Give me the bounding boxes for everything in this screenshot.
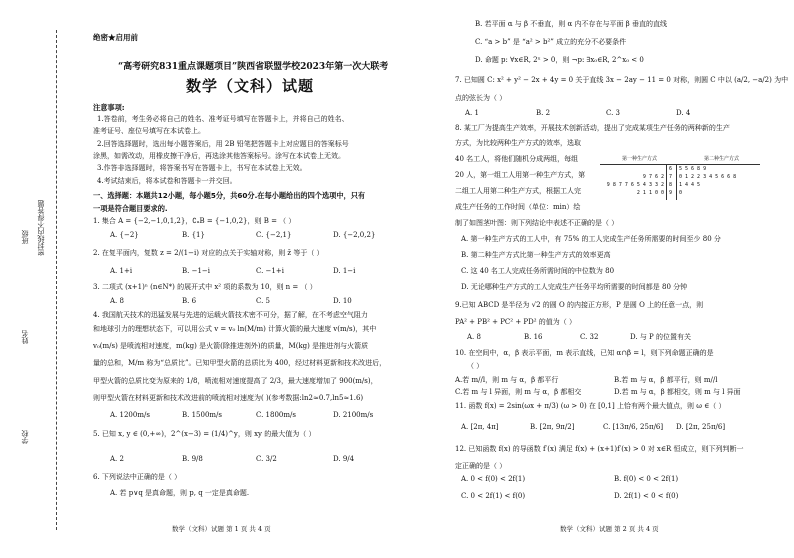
q6-option-c: C. “a > b” 是 “a² > b²” 成立的充分不必要条件: [475, 38, 627, 46]
stem-right-leaves: 5 5 6 8 9: [679, 166, 707, 172]
q12-option-d: D. 2f(1) < 0 < f(0): [614, 492, 679, 500]
footer-left: 数学（文科）试题 第 1 页 共 4 页: [172, 525, 271, 533]
q4-option-a: A. 1200m/s: [110, 411, 150, 419]
question-8-line: 40 名工人，将他们随机分成两组，每组: [455, 155, 579, 163]
q11-option-c: C. [13π/6, 25π/6]: [603, 423, 664, 431]
secret-mark: 绝密★启用前: [93, 33, 138, 42]
q5-option-c: C. 3/2: [256, 455, 277, 463]
stem-leaf-plot: [600, 157, 760, 201]
stem-left-leaves: 2 1 1 0 0: [636, 190, 664, 196]
q1-option-d: D. {−2,0,2}: [333, 231, 376, 239]
section-one-line2: 一项是符合题目要求的.: [93, 204, 168, 213]
question-4-line: 4. 我国航天技术的迅猛发展与先进的运载火箭技术密不可分，据了解，在不考虑空气阻力: [93, 311, 368, 319]
stem-value: 6: [669, 166, 673, 172]
question-8-line: 8. 某工厂为提高生产效率，开展技术创新活动，提出了完成某项生产任务的两种新的生产: [455, 124, 730, 132]
q7-option-d: D. 4: [676, 109, 691, 117]
q12-option-c: C. 0 < 2f(1) < f(0): [461, 492, 526, 500]
notes-heading: 注意事项:: [93, 103, 125, 112]
q2-option-b: B. −1−i: [182, 267, 211, 275]
question-3: 3. 二项式 (x+1)ⁿ (n∈N*) 的展开式中 x² 项的系数为 10，则 n = （ ）: [93, 283, 317, 291]
q8-option-d: D. 无论哪种生产方式的工人完成生产任务平均所需要的时间都是 80 分钟: [461, 283, 688, 291]
note-line: 1.答卷前，考生务必将自己的姓名、准考证号填写在答题卡上，并将自己的姓名、: [97, 115, 349, 123]
q10-option-b: B.若 m 与 α，β 都平行，则 m//l: [614, 376, 718, 384]
q6-option-b: B. 若平面 α 与 β 不垂直，则 α 内不存在与平面 β 垂直的直线: [475, 20, 667, 28]
section-one-line1: 一、选择题：本题共12小题，每小题5分，共60分.在每小题给出的四个选项中，只有: [93, 191, 366, 200]
note-line: 准考证号、座位号填写在本试卷上。: [93, 127, 205, 135]
q10-option-c: C.若 m 与 l 异面，则 m 与 α，β 都相交: [455, 388, 582, 396]
q9-option-a: A. 8: [467, 333, 481, 341]
school-label: 学校: [21, 430, 29, 444]
q3-option-b: B. 6: [182, 297, 197, 305]
q7-option-c: C. 3: [606, 109, 621, 117]
question-9: 9.已知 ABCD 是半径为 √2 的圆 O 的内接正方形，P 是圆 O 上的任意一点，则: [455, 301, 704, 309]
question-6: 6. 下列说法中正确的是（ ）: [93, 473, 182, 481]
q11-option-a: A. [2π, 4π]: [461, 423, 499, 431]
q7-option-a: A. 1: [465, 109, 479, 117]
q11-option-d: D. [2π, 25π/6]: [676, 423, 726, 431]
q9-option-c: C. 32: [580, 333, 599, 341]
q12-option-a: A. 0 < f(0) < 2f(1): [461, 475, 526, 483]
seal-note: 密封线内不得答题: [37, 200, 45, 256]
exam-title: “高考研究831重点课题项目”陕西省联盟学校2023年第一次大联考: [118, 62, 389, 72]
question-7: 7. 已知圆 C: x² + y² − 2x + 4y = 0 关于直线 3x − 2ay − 11 = 0 对称，则圆 C 中以 (a/2, −a/2) 为中: [455, 76, 789, 84]
stem-right-header: 第二种生产方式: [704, 156, 740, 162]
question-4-line: 量的总和，M/m 称为“总质比”。已知甲型火箭的总质比为 400，经过材料更新和技术改进后，: [93, 359, 387, 367]
q2-option-a: A. 1+i: [110, 267, 133, 275]
stem-left-header: 第一种生产方式: [622, 156, 658, 162]
stem-right-leaves: 0 1 2 2 3 4 5 6 6 8: [679, 174, 737, 180]
q8-option-c: C. 这 40 名工人完成任务所需时间的中位数为 80: [461, 267, 615, 275]
question-2: 2. 在复平面内，复数 z = 2/(1−i) 对应的点关于实轴对称，则 z̄ 等于（ ）: [93, 249, 324, 257]
q4-option-d: D. 2100m/s: [333, 411, 374, 419]
q1-option-b: B. {1}: [182, 231, 205, 239]
question-11: 11. 函数 f(x) = 2sin(ωx + π/3) (ω > 0) 在 [0,1] 上恰有两个最大值点，则 ω ∈（ ）: [455, 402, 726, 410]
footer-right: 数学（文科）试题 第 2 页 共 4 页: [560, 525, 659, 533]
question-5: 5. 已知 x, y ∈ (0,+∞)，2^(x−3) = (1/4)^y，则 xy 的最大值为（ ）: [93, 430, 316, 438]
q10-option-a: A.若 m//l，则 m 与 α，β 都平行: [455, 376, 559, 384]
question-10: 10. 在空间中，α，β 表示平面，m 表示直线，已知 α∩β = l，则下列命题正确的是: [455, 349, 714, 357]
q11-option-b: B. [2π, 9π/2]: [530, 423, 575, 431]
stem-left-leaves: 9 7 6 2: [642, 174, 664, 180]
q6-option-a: A. 若 p∨q 是真命题，则 p, q 一定是真命题.: [110, 489, 250, 497]
question-4-line: 则甲型火箭在材料更新和技术改进前的喷流相对速度为( )(参考数据:ln2≈0.7,ln5≈1.6): [93, 394, 364, 402]
question-8-line: 方式，为比较两种生产方式的效率，选取: [455, 139, 581, 147]
q10-option-d: D.若 m 与 α，β 都相交，则 m 与 l 异面: [614, 388, 741, 396]
question-8-line: 二组工人用第二种生产方式，根据工人完: [455, 187, 581, 195]
stem-right-leaves: 1 4 4 5: [679, 182, 701, 188]
question-9-line2: PA² + PB² + PC² + PD² 的值为（ ）: [455, 318, 576, 326]
q12-option-b: B. f(0) < 0 < 2f(1): [614, 475, 679, 483]
question-8-line: 成生产任务的工作时间（单位：min）绘: [455, 203, 581, 211]
question-12: 12. 已知函数 f(x) 的导函数 f′(x) 满足 f(x) + (x+1)f′(x) > 0 对 x∈R 恒成立，则下列判断一: [455, 445, 744, 453]
question-1: 1. 集合 A = {−2,−1,0,1,2}，∁ₐB = {−1,0,2}，则 B = （ ）: [93, 217, 296, 225]
q2-option-d: D. 1−i: [333, 267, 356, 275]
question-4-line: v₀(m/s) 是喷流相对速度，m(kg) 是火箭(除推进剂外)的质量，M(kg) 是推进剂与火箭质: [93, 342, 369, 350]
q1-option-c: C. {−2,1}: [256, 231, 292, 239]
q7-option-b: B. 2: [536, 109, 551, 117]
q6-option-d: D. 命题 p: ∀x∈R, 2ˣ > 0，则 ¬p: ∃x₀∈R, 2^x₀ < 0: [475, 56, 644, 64]
question-12-line2: 定正确的是（ ）: [455, 462, 507, 470]
exam-subject: 数学（文科）试题: [186, 77, 315, 95]
note-line: 4.考试结束后，将本试卷和答题卡一并交回。: [97, 177, 237, 185]
question-8-line: 制了如图茎叶图：则下列结论中表述不正确的是（ ）: [455, 219, 619, 227]
question-4-line: 和地球引力的理想状态下，可以用公式 v = v₀ ln(M/m) 计算火箭的最大速度 v(m/s)，其中: [93, 325, 377, 333]
q9-option-d: D. 与 P 的位置有关: [630, 333, 691, 341]
question-10-line2: （ ）: [467, 362, 484, 370]
q1-option-a: A. {−2}: [110, 231, 139, 239]
seal-line: [56, 30, 57, 530]
stem-value: 9: [669, 190, 673, 196]
class-label: 班级: [21, 230, 29, 244]
question-8-line: 20 人，第一组工人用第一种生产方式，第: [455, 171, 586, 179]
q4-option-c: C. 1800m/s: [256, 411, 296, 419]
q5-option-b: B. 9/8: [182, 455, 203, 463]
q3-option-d: D. 10: [333, 297, 352, 305]
name-label: 姓名: [21, 330, 29, 344]
q2-option-c: C. −1+i: [256, 267, 284, 275]
q5-option-a: A. 2: [110, 455, 124, 463]
q8-option-b: B. 第二种生产方式比第一种生产方式的效率更高: [461, 251, 611, 259]
stem-value: 7: [669, 174, 673, 180]
stem-left-leaves: 9 8 7 7 6 5 4 3 3 2: [606, 182, 664, 188]
stem-value: 8: [669, 182, 673, 188]
q3-option-a: A. 8: [110, 297, 124, 305]
question-4-line: 甲型火箭的总质比变为原来的 1/8，喷流相对速度提高了 2/3，最大速度增加了 900(m/s)，: [93, 377, 378, 385]
note-line: 涂黑，如需改动，用橡皮擦干净后，再选涂其他答案标号。涂写在本试卷上无效。: [93, 152, 345, 160]
stem-right-leaves: 0: [679, 190, 683, 196]
q4-option-b: B. 1500m/s: [182, 411, 222, 419]
q3-option-c: C. 5: [256, 297, 271, 305]
q9-option-b: B. 16: [524, 333, 543, 341]
q5-option-d: D. 9/4: [333, 455, 355, 463]
q8-option-a: A. 第一种生产方式的工人中，有 75% 的工人完成生产任务所需要的时间至少 80 分: [461, 235, 721, 243]
note-line: 2.回答选择题时，选出每小题答案后，用 2B 铅笔把答题卡上对应题目的答案标号: [97, 140, 349, 148]
question-7-line2: 点的弦长为（ ）: [455, 94, 507, 102]
note-line: 3.作答非选择题时，将答案书写在答题卡上，书写在本试卷上无效。: [97, 164, 307, 172]
